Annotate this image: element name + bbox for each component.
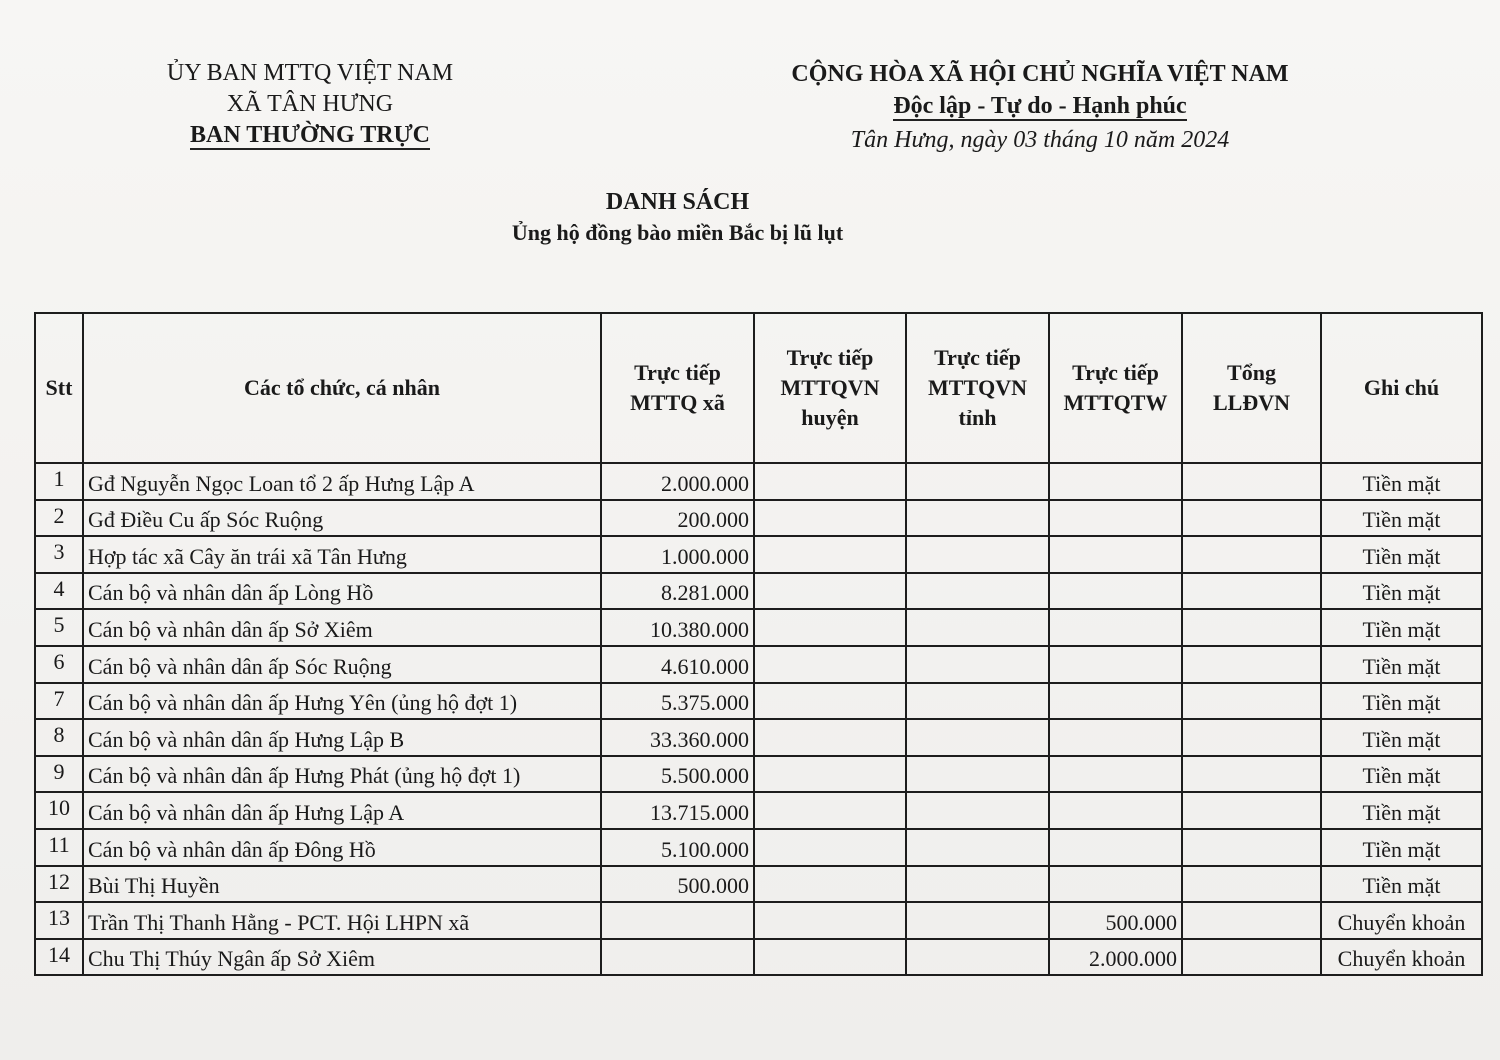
table-row: [35, 609, 1482, 646]
cell-direct-province: [906, 756, 1049, 793]
cell-direct-province: [906, 646, 1049, 683]
cell-note: Tiền mặt: [1321, 866, 1482, 903]
cell-direct-central: [1049, 866, 1182, 903]
cell-note: Tiền mặt: [1321, 756, 1482, 793]
cell-direct-district: [754, 609, 906, 646]
cell-direct-central: [1049, 573, 1182, 610]
table-row: [35, 646, 1482, 683]
cell-direct-central: [1049, 463, 1182, 500]
cell-stt: 9: [35, 756, 83, 793]
cell-direct-district: [754, 756, 906, 793]
cell-stt: 5: [35, 609, 83, 646]
col-header-direct-central: Trực tiếp MTTQTW: [1049, 313, 1182, 463]
cell-direct-district: [754, 719, 906, 756]
cell-direct-central: [1049, 646, 1182, 683]
cell-name: Cán bộ và nhân dân ấp Hưng Lập A: [83, 792, 601, 829]
table-row: [35, 866, 1482, 903]
cell-name: Cán bộ và nhân dân ấp Lòng Hồ: [83, 573, 601, 610]
table-row: [35, 500, 1482, 537]
cell-direct-commune: 8.281.000: [601, 573, 754, 610]
col-header-direct-commune: Trực tiếp MTTQ xã: [601, 313, 754, 463]
cell-labor-federation: [1182, 536, 1321, 573]
cell-direct-province: [906, 683, 1049, 720]
cell-name: Trần Thị Thanh Hằng - PCT. Hội LHPN xã: [83, 902, 601, 939]
cell-stt: 11: [35, 829, 83, 866]
cell-direct-province: [906, 829, 1049, 866]
cell-labor-federation: [1182, 792, 1321, 829]
cell-note: Tiền mặt: [1321, 609, 1482, 646]
cell-direct-province: [906, 719, 1049, 756]
cell-note: Chuyển khoản: [1321, 902, 1482, 939]
cell-labor-federation: [1182, 500, 1321, 537]
donation-table: [34, 312, 1483, 976]
cell-name: Hợp tác xã Cây ăn trái xã Tân Hưng: [83, 536, 601, 573]
cell-direct-commune: [601, 939, 754, 976]
cell-labor-federation: [1182, 902, 1321, 939]
issuing-agency-header: [140, 58, 480, 151]
cell-name: Cán bộ và nhân dân ấp Hưng Yên (ủng hộ đợt 1): [83, 683, 601, 720]
table-row: [35, 902, 1482, 939]
cell-direct-district: [754, 463, 906, 500]
cell-name: Bùi Thị Huyền: [83, 866, 601, 903]
table-row: [35, 573, 1482, 610]
cell-name: Chu Thị Thúy Ngân ấp Sở Xiêm: [83, 939, 601, 976]
cell-direct-central: [1049, 500, 1182, 537]
cell-labor-federation: [1182, 866, 1321, 903]
cell-direct-district: [754, 500, 906, 537]
col-header-stt: Stt: [35, 313, 83, 463]
cell-direct-commune: 500.000: [601, 866, 754, 903]
cell-direct-central: [1049, 719, 1182, 756]
col-header-organization: Các tổ chức, cá nhân: [83, 313, 601, 463]
cell-name: Cán bộ và nhân dân ấp Đông Hồ: [83, 829, 601, 866]
table-row: [35, 536, 1482, 573]
cell-stt: 12: [35, 866, 83, 903]
title-main: DANH SÁCH: [605, 189, 750, 215]
cell-direct-commune: 33.360.000: [601, 719, 754, 756]
agency-line-3: BAN THƯỜNG TRỰC: [189, 122, 431, 148]
cell-note: Tiền mặt: [1321, 646, 1482, 683]
cell-direct-central: [1049, 683, 1182, 720]
cell-note: Chuyển khoản: [1321, 939, 1482, 976]
cell-labor-federation: [1182, 829, 1321, 866]
cell-direct-province: [906, 463, 1049, 500]
cell-stt: 10: [35, 792, 83, 829]
cell-direct-central: [1049, 829, 1182, 866]
cell-name: Cán bộ và nhân dân ấp Sóc Ruộng: [83, 646, 601, 683]
cell-direct-district: [754, 573, 906, 610]
col-header-note: Ghi chú: [1321, 313, 1482, 463]
cell-name: Cán bộ và nhân dân ấp Sở Xiêm: [83, 609, 601, 646]
table-row: [35, 719, 1482, 756]
cell-stt: 7: [35, 683, 83, 720]
table-row: [35, 756, 1482, 793]
cell-labor-federation: [1182, 683, 1321, 720]
cell-note: Tiền mặt: [1321, 719, 1482, 756]
cell-note: Tiền mặt: [1321, 683, 1482, 720]
cell-direct-district: [754, 792, 906, 829]
cell-note: Tiền mặt: [1321, 829, 1482, 866]
cell-name: Gđ Điều Cu ấp Sóc Ruộng: [83, 500, 601, 537]
national-motto: Độc lập - Tự do - Hạnh phúc: [893, 93, 1187, 119]
cell-name: Cán bộ và nhân dân ấp Hưng Phát (ủng hộ đợt 1): [83, 756, 601, 793]
cell-direct-commune: 13.715.000: [601, 792, 754, 829]
cell-direct-central: [1049, 536, 1182, 573]
place-date: Tân Hưng, ngày 03 tháng 10 năm 2024: [850, 127, 1230, 153]
cell-direct-district: [754, 866, 906, 903]
cell-direct-district: [754, 683, 906, 720]
cell-direct-central: 2.000.000: [1049, 939, 1182, 976]
cell-direct-province: [906, 573, 1049, 610]
cell-note: Tiền mặt: [1321, 500, 1482, 537]
table-row: [35, 939, 1482, 976]
cell-stt: 8: [35, 719, 83, 756]
cell-direct-central: 500.000: [1049, 902, 1182, 939]
cell-labor-federation: [1182, 756, 1321, 793]
cell-direct-commune: 5.375.000: [601, 683, 754, 720]
national-header: [770, 58, 1310, 156]
title-sub: Ủng hộ đồng bào miền Bắc bị lũ lụt: [511, 220, 844, 245]
cell-stt: 13: [35, 902, 83, 939]
cell-direct-central: [1049, 792, 1182, 829]
document-title: [400, 186, 955, 248]
cell-direct-district: [754, 829, 906, 866]
cell-stt: 4: [35, 573, 83, 610]
agency-line-2: XÃ TÂN HƯNG: [226, 91, 394, 117]
cell-labor-federation: [1182, 719, 1321, 756]
cell-stt: 6: [35, 646, 83, 683]
cell-direct-commune: 200.000: [601, 500, 754, 537]
cell-stt: 1: [35, 463, 83, 500]
cell-labor-federation: [1182, 646, 1321, 683]
table-row: [35, 463, 1482, 500]
table-row: [35, 683, 1482, 720]
cell-direct-commune: 2.000.000: [601, 463, 754, 500]
table-header-row: [35, 313, 1482, 463]
table-row: [35, 792, 1482, 829]
cell-direct-province: [906, 500, 1049, 537]
cell-direct-province: [906, 792, 1049, 829]
col-header-direct-province: Trực tiếp MTTQVN tỉnh: [906, 313, 1049, 463]
cell-name: Gđ Nguyễn Ngọc Loan tổ 2 ấp Hưng Lập A: [83, 463, 601, 500]
cell-labor-federation: [1182, 573, 1321, 610]
cell-note: Tiền mặt: [1321, 536, 1482, 573]
agency-line-1: ỦY BAN MTTQ VIỆT NAM: [166, 60, 454, 86]
cell-direct-central: [1049, 609, 1182, 646]
cell-labor-federation: [1182, 939, 1321, 976]
cell-labor-federation: [1182, 609, 1321, 646]
cell-stt: 3: [35, 536, 83, 573]
cell-direct-commune: 4.610.000: [601, 646, 754, 683]
cell-direct-province: [906, 866, 1049, 903]
cell-stt: 14: [35, 939, 83, 976]
cell-direct-central: [1049, 756, 1182, 793]
cell-direct-district: [754, 536, 906, 573]
cell-direct-district: [754, 939, 906, 976]
cell-direct-district: [754, 646, 906, 683]
cell-note: Tiền mặt: [1321, 792, 1482, 829]
cell-note: Tiền mặt: [1321, 463, 1482, 500]
table-row: [35, 829, 1482, 866]
cell-direct-province: [906, 902, 1049, 939]
cell-direct-province: [906, 609, 1049, 646]
col-header-labor-federation: Tổng LLĐVN: [1182, 313, 1321, 463]
cell-direct-commune: 5.100.000: [601, 829, 754, 866]
col-header-direct-district: Trực tiếp MTTQVN huyện: [754, 313, 906, 463]
cell-direct-district: [754, 902, 906, 939]
country-name: CỘNG HÒA XÃ HỘI CHỦ NGHĨA VIỆT NAM: [791, 61, 1289, 87]
cell-note: Tiền mặt: [1321, 573, 1482, 610]
cell-direct-commune: [601, 902, 754, 939]
cell-direct-province: [906, 939, 1049, 976]
cell-direct-commune: 5.500.000: [601, 756, 754, 793]
cell-stt: 2: [35, 500, 83, 537]
cell-direct-province: [906, 536, 1049, 573]
cell-direct-commune: 10.380.000: [601, 609, 754, 646]
cell-name: Cán bộ và nhân dân ấp Hưng Lập B: [83, 719, 601, 756]
cell-direct-commune: 1.000.000: [601, 536, 754, 573]
cell-labor-federation: [1182, 463, 1321, 500]
